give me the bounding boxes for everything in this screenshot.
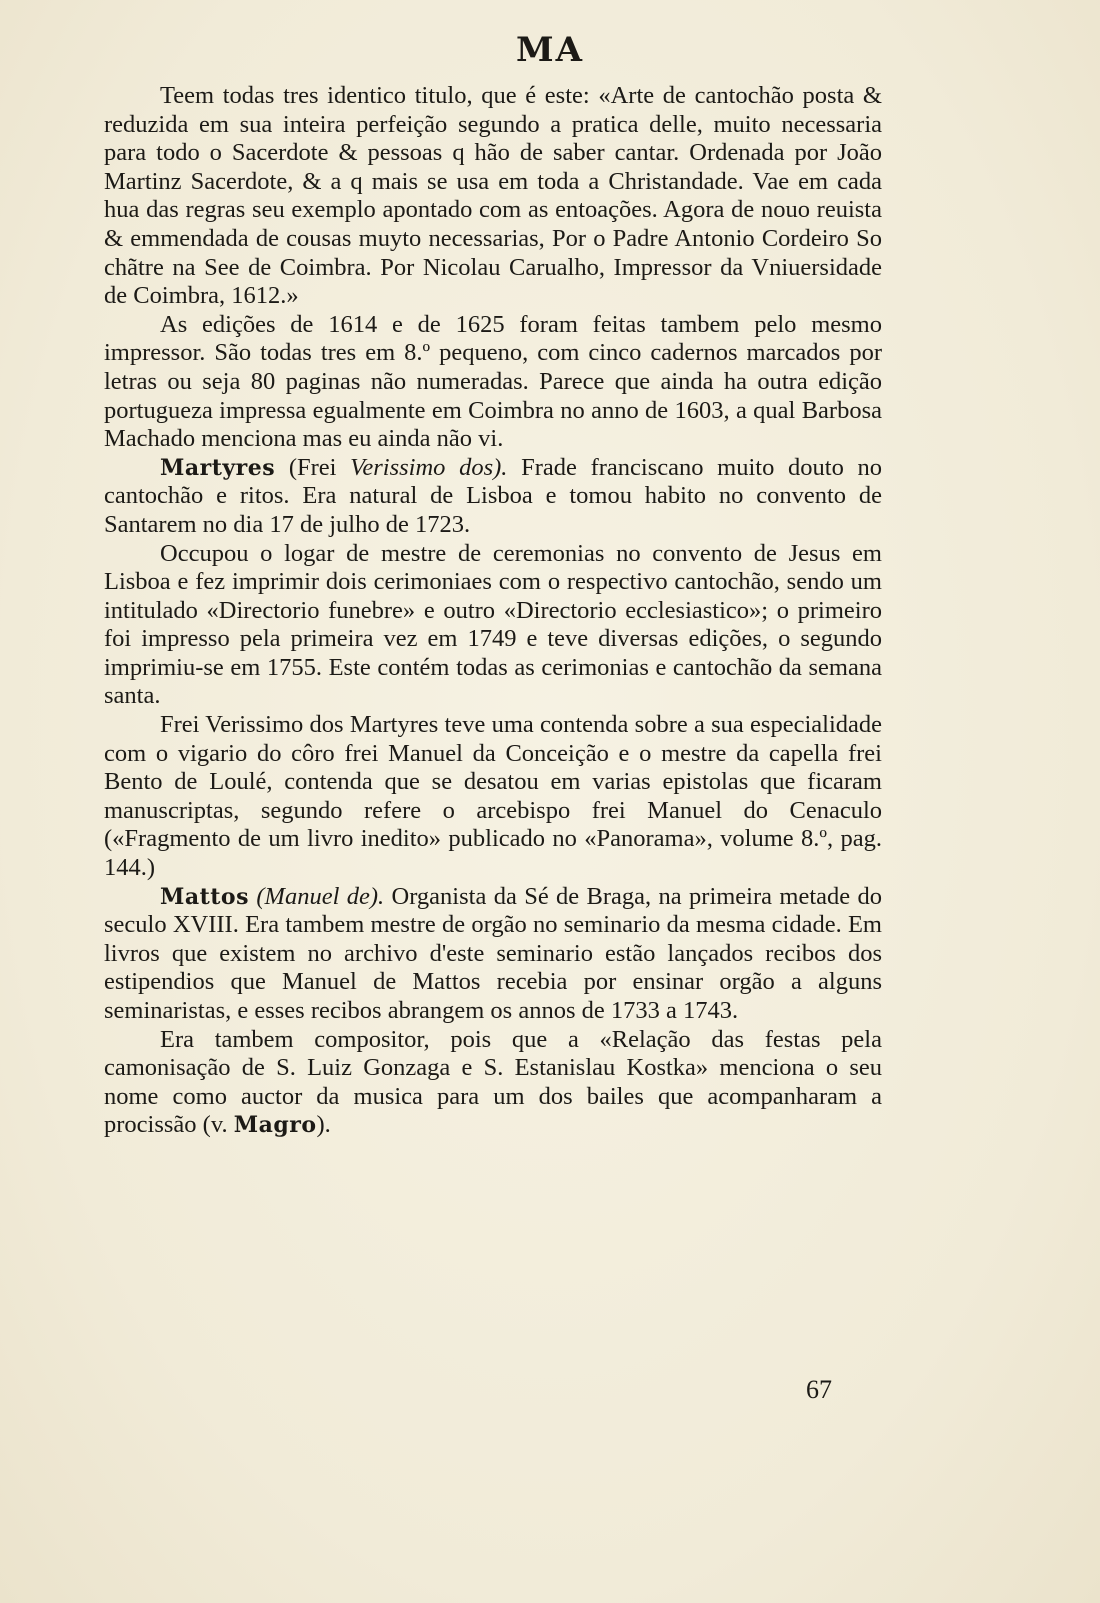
entry-text: Organista da Sé de Braga, na primeira metade do seculo XVIII. Era tambem mestre de orgão no seminario da mesma cidade. Em livros que existem no archivo d'este seminario estão lançados recibos dos estipendios que Manuel de Mattos recebia por ensinar orgão a alguns seminaristas, e esses recibos abrangem os annos de 1733 a 1743. xyxy=(104,882,882,1024)
paragraph: Frei Verissimo dos Martyres teve uma contenda sobre a sua especialidade com o vigario do côro frei Manuel da Conceição e o mestre da capella frei Bento de Loulé, contenda que se desatou em varias epistolas que ficaram manuscriptas, segundo refere o arcebispo frei Manuel do Cenaculo («Fragmento de um livro inedito» publicado no «Panorama», volume 8.º, pag. 144.) xyxy=(104,711,882,882)
entry-martyres xyxy=(104,454,882,540)
body-text xyxy=(104,82,882,1140)
paragraph: As edições de 1614 e de 1625 foram feitas tambem pelo mesmo impressor. São todas tres em 8.º pequeno, com cinco cadernos marcados por letras ou seja 80 paginas não numeradas. Parece que ainda ha outra edição portugueza impressa egualmente em Coimbra no anno de 1603, a qual Barbosa Machado menciona mas eu ainda não vi. xyxy=(104,310,882,453)
entry-qualifier: (Frei xyxy=(288,453,351,481)
page-number: 67 xyxy=(806,1375,832,1404)
entry-qualifier-italic: (Manuel de). xyxy=(256,882,385,910)
entry-text: Frade franciscano muito douto no cantochão e ritos. Era natural de Lisboa e tomou habito no convento de Santarem no dia 17 de julho de 1723. xyxy=(104,453,883,538)
cross-reference: Magro xyxy=(233,1112,317,1139)
entry-headword: Mattos xyxy=(160,883,249,910)
paragraph: Occupou o logar de mestre de ceremonias no convento de Jesus em Lisboa e fez imprimir dois cerimoniaes com o respectivo cantochão, sendo um intitulado «Directorio funebre» e outro «Directorio ecclesiastico»; o primeiro foi impresso pela primeira vez em 1749 e teve diversas edições, o segundo imprimiu-se em 1755. Este contém todas as cerimonias e cantochão da semana santa. xyxy=(104,539,882,710)
paragraph-last xyxy=(104,1026,882,1140)
entry-headword: Martyres xyxy=(160,454,276,481)
running-head: MA xyxy=(515,30,584,70)
paragraph-close: ). xyxy=(316,1111,331,1139)
entry-qualifier-italic: Verissimo dos). xyxy=(350,453,508,481)
paragraph: Teem todas tres identico titulo, que é este: «Arte de cantochão posta & reduzida em sua inteira perfeição segundo a pratica delle, muito necessaria para todo o Sacerdote & pessoas q hão de saber cantar. Ordenada por João Martinz Sacerdote, & a q mais se usa em toda a Christandade. Vae em cada hua das regras seu exemplo apontado com as entoações. Agora de nouo reuista & emmendada de cousas muyto necessarias, Por o Padre Antonio Cordeiro So chãtre na See de Coimbra. Por Nicolau Carualho, Impressor da Vniuersidade de Coimbra, 1612.» xyxy=(104,82,882,310)
entry-mattos xyxy=(104,883,882,1026)
paragraph-text: Era tambem compositor, pois que a «Relação das festas pela camonisação de S. Luiz Gonzaga e S. Estanislau Kostka» menciona o seu nome como auctor da musica para um dos bailes que acompanharam a procissão (v. xyxy=(104,1025,882,1139)
